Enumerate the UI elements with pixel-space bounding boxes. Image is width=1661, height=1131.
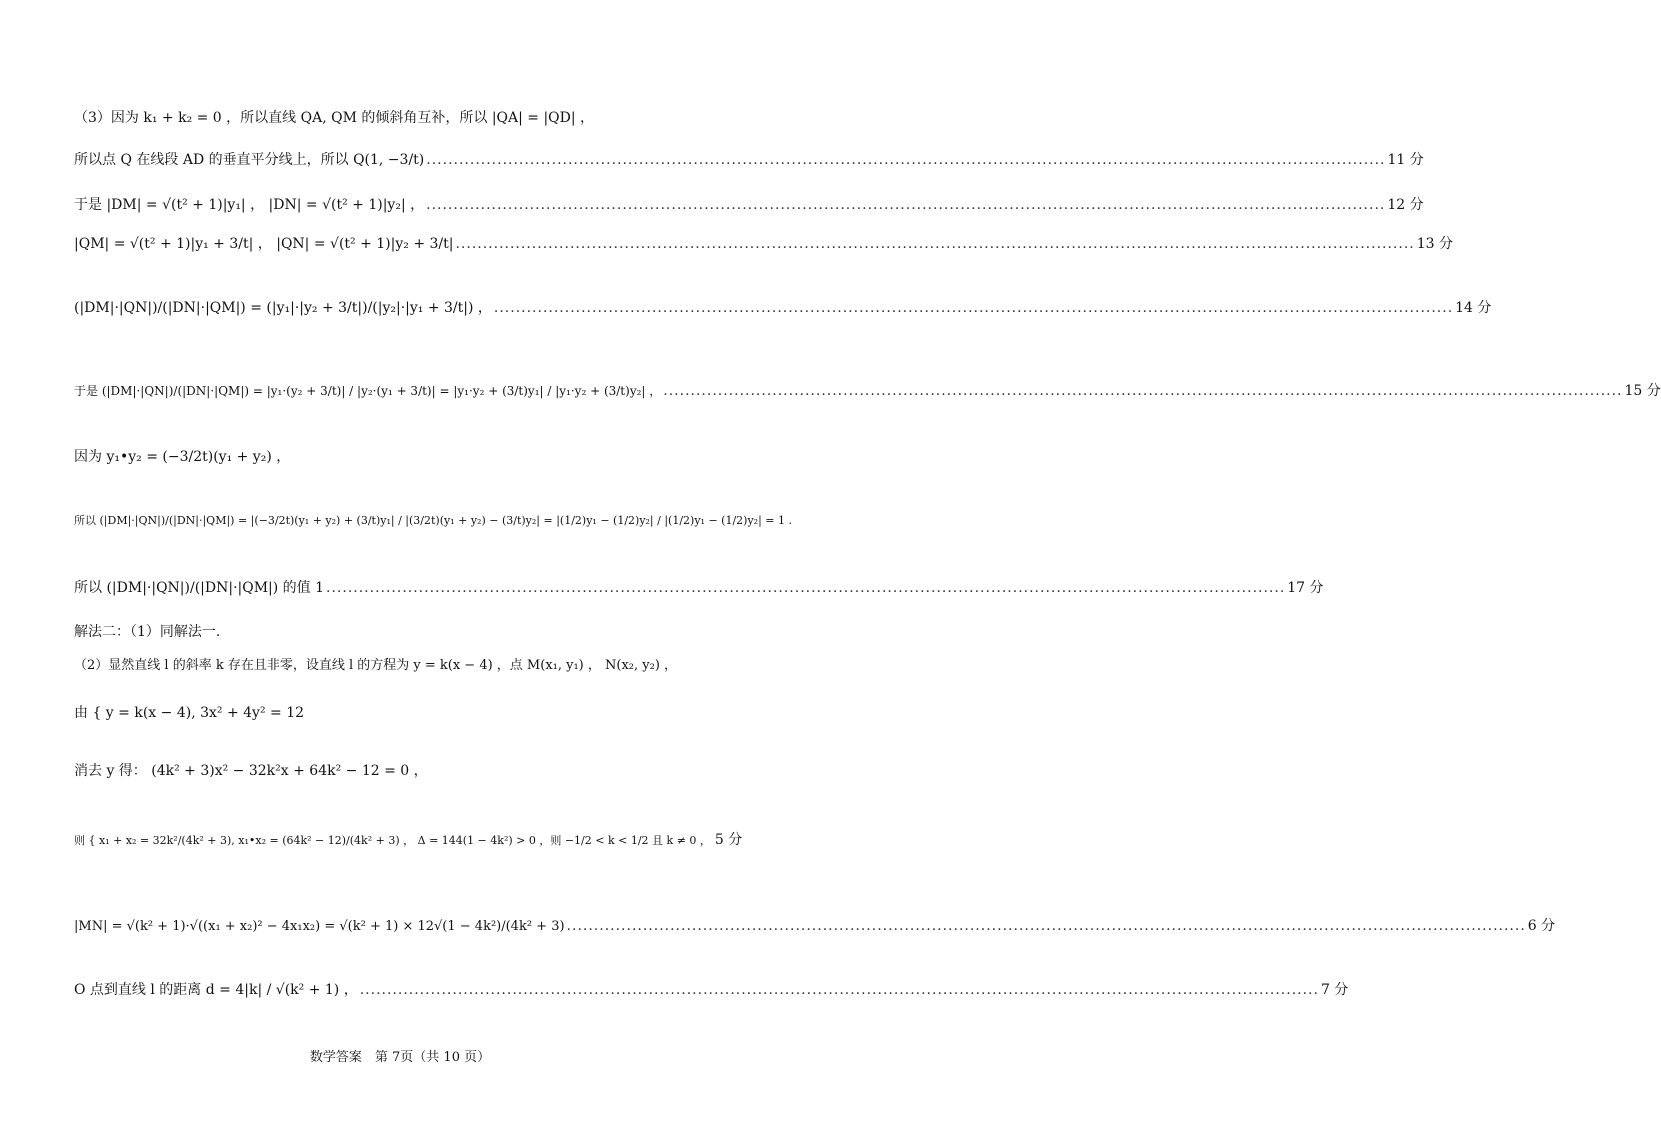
leader-dots: ................................................................................................................................................................................ xyxy=(663,383,1623,399)
dm-dn-line xyxy=(74,197,1424,214)
leader-dots: ................................................................................................................................................................................ xyxy=(426,197,1386,213)
line-text: 则 { x₁ + x₂ = 32k²/(4k² + 3), x₁•x₂ = (64k² − 12)/(4k² + 3) ， Δ = 144(1 − 4k²) > 0 ，则 −1/2 < k < 1/2 且 k ≠ 0 ， xyxy=(74,833,711,847)
leader-dots: ................................................................................................................................................................................ xyxy=(426,152,1386,168)
system-line: 由 { y = k(x − 4), 3x² + 4y² = 12 xyxy=(74,705,305,721)
score-label: 14 分 xyxy=(1455,300,1492,316)
method2-line: 解法二：（1）同解法一. xyxy=(74,624,221,640)
score-label: 11 分 xyxy=(1387,152,1424,168)
line-text: |MN| = √(k² + 1)·√((x₁ + x₂)² − 4x₁x₂) = √(k² + 1) × 12√(1 − 4k²)/(4k² + 3) xyxy=(74,918,565,934)
line-text: (|DM|·|QN|)/(|DN|·|QM|) = (|y₁|·|y₂ + 3/t|)/(|y₂|·|y₁ + 3/t|) ， xyxy=(74,300,492,316)
line-text: 所以 (|DM|·|QN|)/(|DN|·|QM|) 的值 1 xyxy=(74,580,325,596)
y1y2-line: 因为 y₁•y₂ = (−3/2t)(y₁ + y₂) ， xyxy=(74,449,291,465)
score-label: 7 分 xyxy=(1320,982,1349,998)
score-label: 15 分 xyxy=(1624,383,1661,399)
line-equation-line: （2）显然直线 l 的斜率 k 存在且非零，设直线 l 的方程为 y = k(x − 4) ，点 M(x₁, y₁) ， N(x₂, y₂) ， xyxy=(74,658,678,673)
leader-dots: ................................................................................................................................................................................ xyxy=(326,580,1286,596)
leader-dots: ................................................................................................................................................................................ xyxy=(359,982,1319,998)
ratio-line xyxy=(74,300,1492,317)
line-text: O 点到直线 l 的距离 d = 4|k| / √(k² + 1) ， xyxy=(74,982,358,998)
vieta-line xyxy=(74,832,743,849)
leader-dots: ................................................................................................................................................................................ xyxy=(455,236,1415,252)
distance-line xyxy=(74,982,1349,999)
line-text: 所以点 Q 在线段 AD 的垂直平分线上，所以 Q(1, −3/t) xyxy=(74,152,425,168)
ratio-equals-one-line: 所以 (|DM|·|QN|)/(|DN|·|QM|) = |(−3/2t)(y₁ + y₂) + (3/t)y₁| / |(3/2t)(y₁ + y₂) − (3/t)y₂| = |(1/2)y₁ − (1/2)y₂| / |(1/2)y₁ − (1/2)y₂| = 1 . xyxy=(74,514,792,527)
leader-dots: ................................................................................................................................................................................ xyxy=(566,918,1526,934)
line-text: 于是 (|DM|·|QN|)/(|DN|·|QM|) = |y₁·(y₂ + 3/t)| / |y₂·(y₁ + 3/t)| = |y₁·y₂ + (3/t)y₁| / |y₁·y₂ + (3/t)y₂| ， xyxy=(74,384,662,399)
eliminate-y-line: 消去 y 得： (4k² + 3)x² − 32k²x + 64k² − 12 = 0 ， xyxy=(74,763,428,779)
score-label: 6 分 xyxy=(1527,918,1556,934)
perp-bisector-line xyxy=(74,152,1424,169)
part3-intro-line: （3）因为 k₁ + k₂ = 0 ，所以直线 QA, QM 的倾斜角互补，所以 |QA| = |QD| ， xyxy=(74,110,595,126)
score-label: 12 分 xyxy=(1387,197,1424,213)
line-text: |QM| = √(t² + 1)|y₁ + 3/t| ， |QN| = √(t² + 1)|y₂ + 3/t| xyxy=(74,236,454,252)
score-label: 17 分 xyxy=(1287,580,1324,596)
ratio-expand-line xyxy=(74,383,1661,400)
score-label: 5 分 xyxy=(714,832,743,848)
score-label: 13 分 xyxy=(1416,236,1453,252)
qm-qn-line xyxy=(74,236,1453,253)
ratio-value-line xyxy=(74,580,1324,597)
page-footer: 数学答案 第 7页（共 10 页） xyxy=(309,1050,491,1065)
line-text: 于是 |DM| = √(t² + 1)|y₁| ， |DN| = √(t² + 1)|y₂| ， xyxy=(74,197,425,213)
leader-dots: ................................................................................................................................................................................ xyxy=(493,300,1454,316)
mn-length-line xyxy=(74,918,1556,935)
